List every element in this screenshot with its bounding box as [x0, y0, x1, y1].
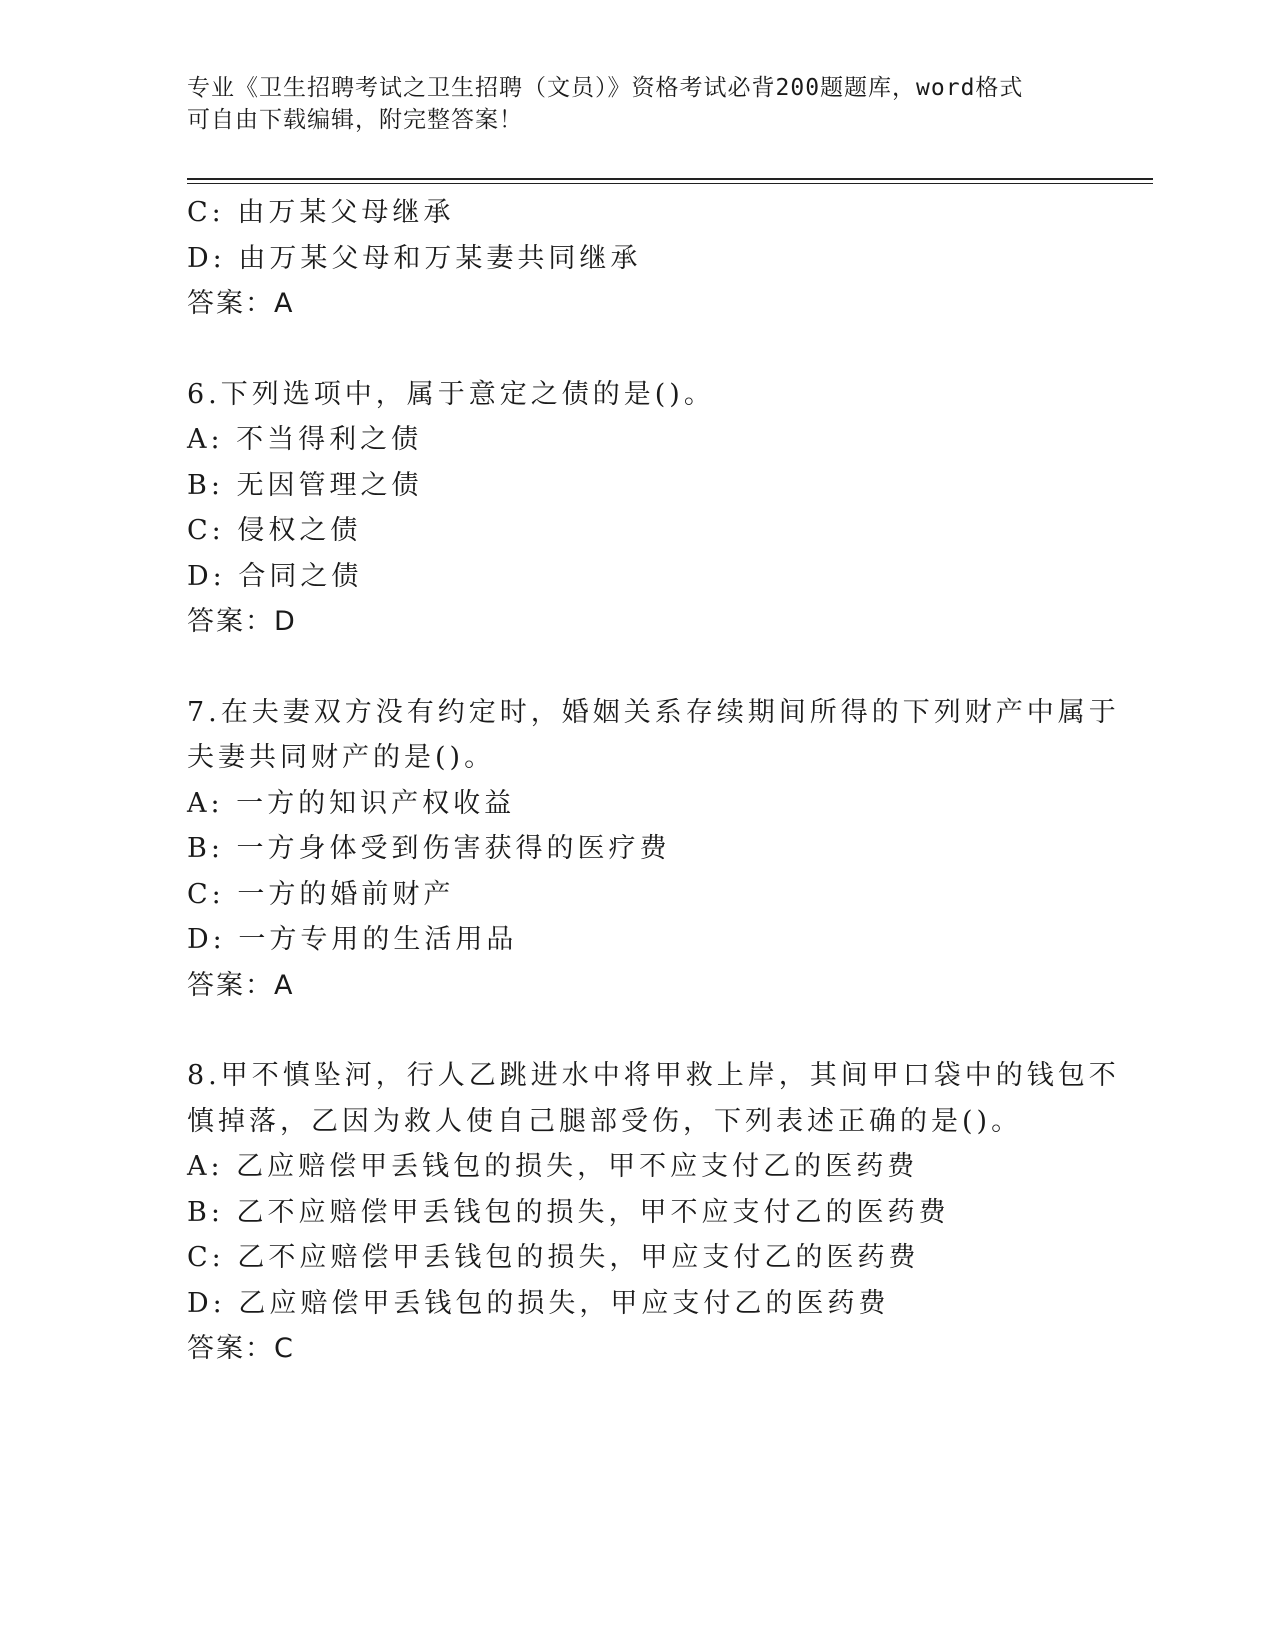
- question-7: [187, 690, 1120, 1009]
- option-c: C: 乙不应赔偿甲丢钱包的损失，甲应支付乙的医药费: [187, 1242, 920, 1273]
- question-6: [187, 372, 1087, 645]
- option-a: A: 乙应赔偿甲丢钱包的损失，甲不应支付乙的医药费: [187, 1151, 919, 1182]
- header-rule-thick: [187, 178, 1153, 180]
- question-8: [187, 1053, 1120, 1372]
- option-c: C: 由万某父母继承: [187, 197, 455, 228]
- option-d: D: 由万某父母和万某妻共同继承: [187, 242, 642, 274]
- answer-line: 答案：C: [187, 1333, 295, 1364]
- option-b: B: 无因管理之债: [187, 469, 423, 501]
- option-c: C: 侵权之债: [187, 515, 362, 546]
- answer-line: 答案：D: [187, 606, 297, 637]
- option-a: A: 一方的知识产权收益: [187, 787, 516, 819]
- header-line-1: 专业《卫生招聘考试之卫生招聘（文员）》资格考试必背200题题库，word格式: [187, 75, 1024, 101]
- question-stem-line-1: 8.甲不慎坠河，行人乙跳进水中将甲救上岸，其间甲口袋中的钱包不: [187, 1060, 1120, 1091]
- option-d: D: 一方专用的生活用品: [187, 924, 518, 955]
- question-stem-line-1: 7.在夫妻双方没有约定时，婚姻关系存续期间所得的下列财产中属于: [187, 696, 1120, 728]
- question-stem: 6.下列选项中，属于意定之债的是()。: [187, 378, 715, 410]
- header-line-2: 可自由下载编辑，附完整答案！: [187, 107, 523, 133]
- question-stem-line-2: 慎掉落，乙因为救人使自己腿部受伤，下列表述正确的是()。: [187, 1105, 1023, 1137]
- answer-line: 答案：A: [187, 288, 295, 319]
- answer-line: 答案：A: [187, 969, 295, 1001]
- option-a: A: 不当得利之债: [187, 424, 423, 455]
- document-header: [187, 72, 1067, 136]
- option-b: B: 一方身体受到伤害获得的医疗费: [187, 833, 671, 864]
- document-body: [187, 190, 1120, 1372]
- header-rule-thin: [187, 183, 1153, 184]
- option-b: B: 乙不应赔偿甲丢钱包的损失，甲不应支付乙的医药费: [187, 1196, 950, 1228]
- question-stem-line-2: 夫妻共同财产的是()。: [187, 742, 496, 773]
- previous-question-tail: [187, 190, 1087, 327]
- option-c: C: 一方的婚前财产: [187, 878, 455, 910]
- option-d: D: 乙应赔偿甲丢钱包的损失，甲应支付乙的医药费: [187, 1287, 890, 1319]
- option-d: D: 合同之债: [187, 560, 363, 592]
